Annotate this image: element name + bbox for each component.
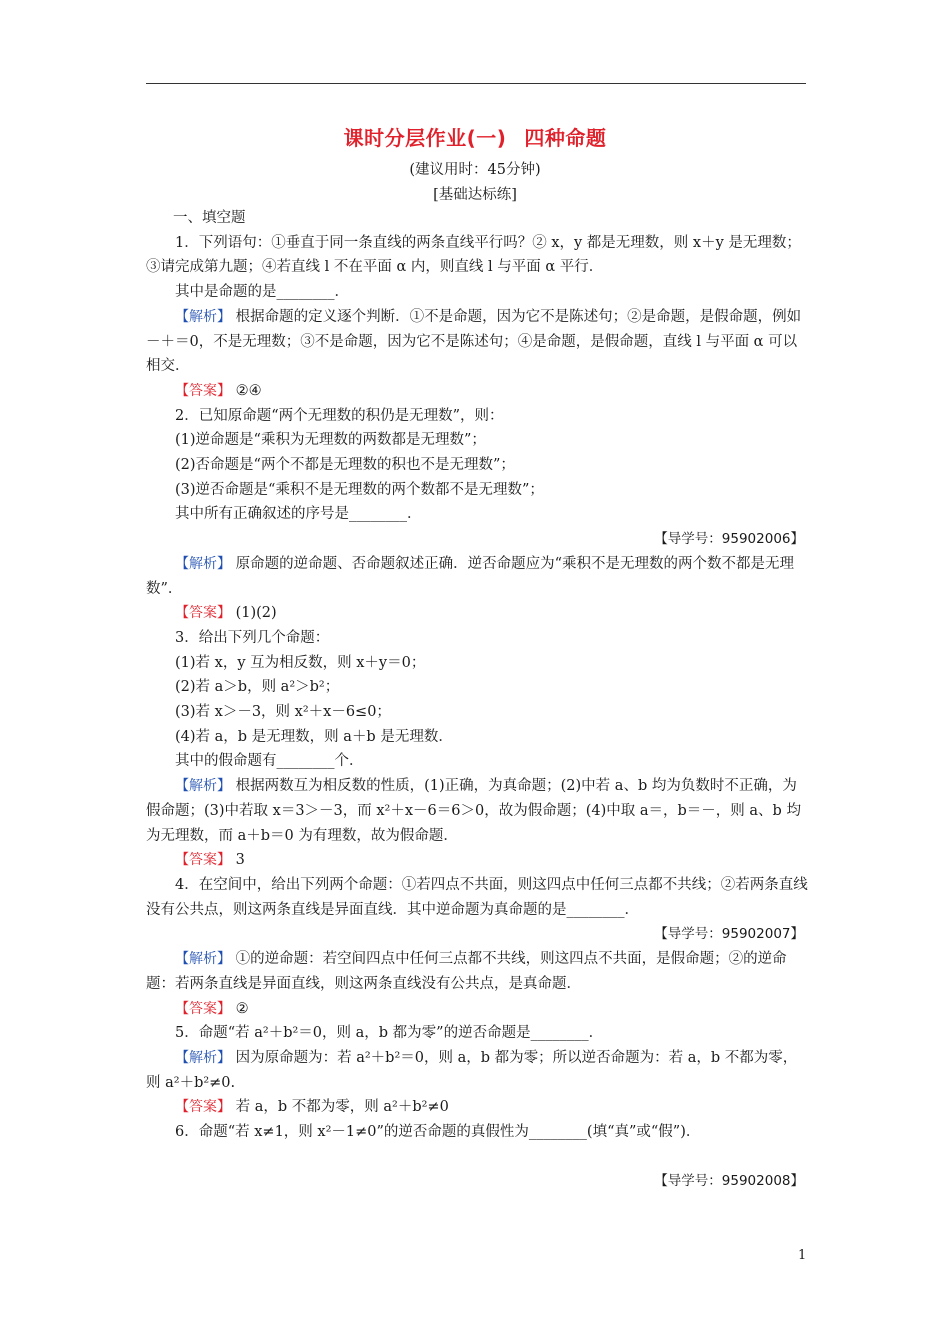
q1-answer-text: ②④ (231, 382, 262, 399)
suggested-time: (建议用时：45分钟) (409, 162, 541, 178)
q3-ask: 其中的假命题有________个． (175, 753, 364, 770)
analysis-label: 【解析】 (175, 951, 231, 968)
document-body (146, 206, 808, 1193)
answer-label: 【答案】 (175, 605, 231, 622)
q2-ask: 其中所有正确叙述的序号是________． (175, 506, 422, 523)
q3-analysis-text: 根据两数互为相反数的性质，(1)正确，为真命题；(2)中若 a、b 均为负数时不正确，为假命题；(3)中若取 x＝3＞－3，而 x²＋x－6＝6＞0，故为假命题；(4)中取 a＝，b＝－，则 a、b 均为无理数，而 a＋b＝0 为有理数，故为假命题． (146, 778, 801, 844)
q5-stem: 5．命题“若 a²＋b²＝0，则 a，b 都为零”的逆否命题是________． (175, 1025, 604, 1042)
q3-answer (146, 848, 808, 873)
page-number: 1 (798, 1248, 807, 1263)
q3-item-2: (2)若 a＞b，则 a²＞b²； (175, 679, 340, 696)
q1-analysis-text: 根据命题的定义逐个判断．①不是命题，因为它不是陈述句；②是命题，是假命题，例如－＋＝0，不是无理数；③不是命题，因为它不是陈述句；④是命题，是假命题，直线 l 与平面 α 可以相交． (146, 308, 802, 375)
analysis-label: 【解析】 (175, 308, 231, 325)
q3-item-3: (3)若 x＞－3，则 x²＋x－6≤0； (175, 704, 391, 721)
q2-item-3: (3)逆否命题是“乘积不是无理数的两个数都不是无理数”； (175, 481, 544, 498)
q3-stem: 3．给出下列几个命题： (175, 629, 330, 646)
q2-item-2: (2)否命题是“两个不都是无理数的积也不是无理数”； (175, 457, 515, 474)
q4-stem: 4．在空间中，给出下列两个命题：①若四点不共面，则这四点中任何三点都不共线；②若两条直线没有公共点，则这两条直线是异面直线．其中逆命题为真命题的是________． (146, 876, 808, 918)
q5-analysis-text: 因为原命题为：若 a²＋b²＝0，则 a，b 都为零；所以逆否命题为：若 a，b 不都为零，则 a²＋b²≠0. (146, 1049, 798, 1091)
q2-ref-number: 【导学号：95902006】 (654, 531, 804, 548)
answer-label: 【答案】 (175, 852, 231, 869)
section-heading: 一、填空题 (173, 210, 246, 226)
header-rule (146, 83, 806, 84)
page-title (0, 122, 950, 151)
q3-item-4: (4)若 a，b 是无理数，则 a＋b 是无理数． (175, 728, 453, 745)
q3-analysis (146, 774, 808, 848)
q1-stem: 1．下列语句：①垂直于同一条直线的两条直线平行吗？② x，y 都是无理数，则 x＋y 是无理数；③请完成第九题；④若直线 l 不在平面 α 内，则直线 l 与平面 α 平行． (146, 234, 801, 276)
q3-answer-text: 3 (231, 852, 245, 869)
q2-item-1: (1)逆命题是“乘积为无理数的两数都是无理数”； (175, 432, 486, 449)
q3-item-1: (1)若 x，y 互为相反数，则 x＋y＝0； (175, 654, 426, 671)
q2-answer (146, 601, 808, 626)
q1-analysis (146, 305, 808, 379)
title-main: 课时分层作业(一) (343, 126, 507, 150)
analysis-label: 【解析】 (175, 1049, 231, 1066)
level-heading: [基础达标练] (433, 187, 517, 203)
answer-label: 【答案】 (175, 382, 231, 399)
q5-analysis (146, 1046, 808, 1095)
q4-ref-number: 【导学号：95902007】 (654, 926, 804, 943)
q2-stem: 2．已知原命题“两个无理数的积仍是无理数”，则： (175, 407, 504, 424)
q4-analysis (146, 947, 808, 996)
q6-stem: 6．命题“若 x≠1，则 x²－1≠0”的逆否命题的真假性为________(填“真”或“假”)． (175, 1124, 701, 1141)
answer-label: 【答案】 (175, 1099, 231, 1116)
q6-ref-number: 【导学号：95902008】 (654, 1172, 804, 1189)
q4-answer (146, 997, 808, 1022)
title-topic: 四种命题 (524, 126, 607, 150)
q2-analysis (146, 552, 808, 601)
q4-analysis-text: ①的逆命题：若空间四点中任何三点都不共线，则这四点不共面，是假命题；②的逆命题：若两条直线是异面直线，则这两条直线没有公共点，是真命题． (146, 951, 787, 992)
q1-answer (146, 379, 808, 404)
q4-answer-text: ② (231, 1000, 249, 1017)
q1-ask: 其中是命题的是________． (175, 284, 349, 301)
q2-answer-text: (1)(2) (231, 605, 277, 622)
q2-analysis-text: 原命题的逆命题、否命题叙述正确．逆否命题应为“乘积不是无理数的两个数不都是无理数”． (146, 555, 795, 597)
q5-answer (146, 1095, 808, 1120)
q5-answer-text: 若 a，b 不都为零，则 a²＋b²≠0 (231, 1099, 449, 1116)
analysis-label: 【解析】 (175, 778, 231, 795)
answer-label: 【答案】 (175, 1000, 231, 1017)
analysis-label: 【解析】 (175, 555, 231, 572)
